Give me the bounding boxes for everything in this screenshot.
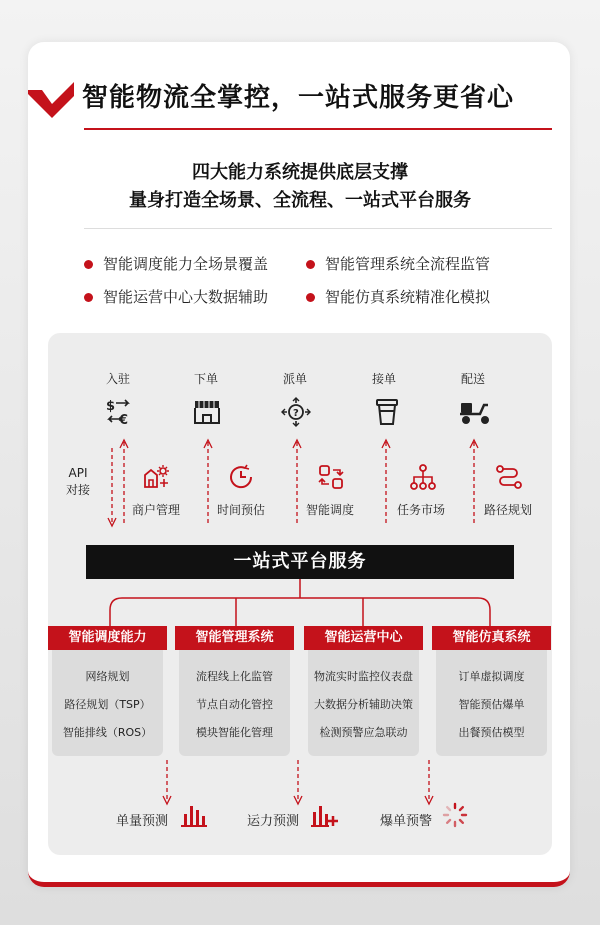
system-title: 智能运营中心	[304, 626, 423, 650]
system-item: 节点自动化管控	[196, 698, 273, 711]
system-title: 智能仿真系统	[432, 626, 551, 650]
flow-step-label: 下单	[194, 372, 219, 386]
system-box	[436, 630, 547, 756]
svg-text:?: ?	[293, 408, 299, 419]
flow-step-label: 接单	[372, 372, 397, 386]
tool-label: 智能调度	[306, 503, 355, 517]
bar-chart-plus-icon	[310, 802, 338, 828]
system-item: 检测预警应急联动	[319, 726, 408, 739]
subtitle-line-1: 四大能力系统提供底层支撑	[192, 162, 408, 183]
feature-text: 智能调度能力全场景覆盖	[103, 255, 269, 273]
system-item: 网络规划	[85, 670, 130, 683]
prediction-label: 运力预测	[247, 814, 300, 829]
system-item: 模块智能化管理	[196, 726, 273, 739]
system-title: 智能管理系统	[175, 626, 294, 650]
down-dashed-arrow	[291, 758, 305, 808]
bar-chart-icon	[180, 802, 208, 828]
system-item: 流程线上化监管	[196, 670, 273, 683]
flow-step-label: 配送	[461, 372, 486, 386]
svg-text:$: $	[106, 399, 116, 414]
system-item: 物流实时监控仪表盘	[314, 670, 413, 683]
prediction-label: 单量预测	[116, 814, 169, 829]
system-item: 路径规划（TSP）	[64, 698, 151, 711]
tool-label: 商户管理	[132, 503, 181, 517]
flow-step-label: 派单	[283, 372, 308, 386]
page-title: 智能物流全掌控，一站式服务更省心	[82, 83, 515, 113]
tool-label: 任务市场	[397, 503, 446, 517]
system-item: 出餐预估模型	[458, 726, 525, 739]
prediction-label: 爆单预警	[380, 814, 433, 829]
api-label-line: 对接	[65, 483, 90, 497]
system-title: 智能调度能力	[48, 626, 167, 650]
api-label-line: API	[68, 466, 88, 480]
feature-text: 智能管理系统全流程监管	[325, 255, 491, 273]
tool-label: 路径规划	[484, 503, 533, 517]
svg-text:€: €	[119, 413, 129, 427]
spinner-icon	[442, 802, 468, 828]
down-dashed-arrow	[422, 758, 436, 808]
system-item: 智能排线（ROS）	[62, 726, 153, 739]
system-box	[52, 630, 163, 756]
platform-service-bar: 一站式平台服务	[86, 545, 514, 579]
down-dashed-arrow	[160, 758, 174, 808]
flow-step-label: 入驻	[106, 372, 131, 386]
system-item: 智能预估爆单	[458, 698, 525, 711]
system-box	[308, 630, 419, 756]
subtitle-line-2: 量身打造全场景、全流程、一站式平台服务	[129, 190, 471, 211]
system-item: 大数据分析辅助决策	[314, 698, 413, 711]
system-box	[179, 630, 290, 756]
system-item: 订单虚拟调度	[458, 670, 525, 683]
tool-label: 时间预估	[217, 503, 266, 517]
feature-text: 智能运营中心大数据辅助	[103, 288, 269, 306]
feature-text: 智能仿真系统精准化模拟	[325, 288, 491, 306]
